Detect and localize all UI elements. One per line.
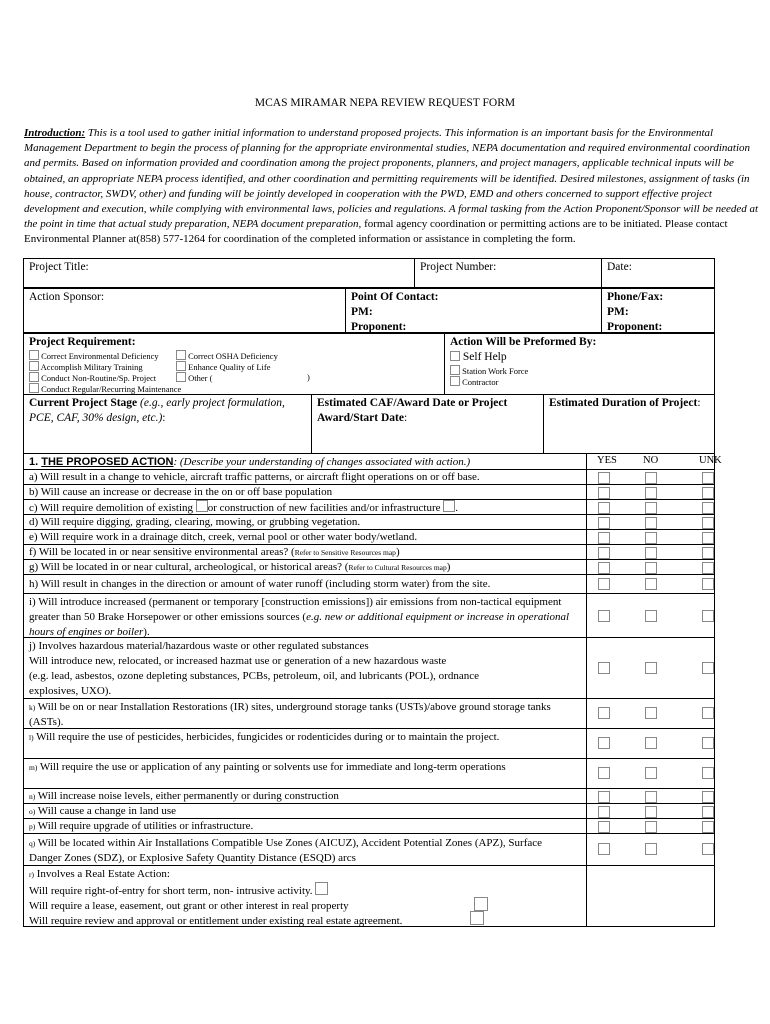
intro-label: Introduction: [24, 127, 86, 139]
no-checkbox[interactable] [645, 610, 657, 622]
unk-checkbox[interactable] [702, 472, 714, 484]
no-checkbox[interactable] [645, 562, 657, 574]
cultural-resources-ref: Refer to Cultural Resources map [348, 563, 447, 572]
action-sponsor-cell[interactable] [23, 288, 346, 333]
unk-checkbox[interactable] [702, 547, 714, 559]
question-o-text [29, 804, 571, 819]
unk-checkbox[interactable] [702, 532, 714, 544]
question-r-line2: Will require a lease, easement, out grant or other interest in real property [29, 900, 349, 912]
question-j-line2: Will introduce new, relocated, or increased hazmat use or generation of a new hazardous waste [29, 655, 447, 667]
section-desc: : (Describe your understanding of changes associated with action.) [173, 456, 471, 468]
question-q-letter: q) [29, 839, 36, 848]
no-checkbox[interactable] [645, 472, 657, 484]
question-k-text [29, 700, 571, 730]
unk-checkbox[interactable] [702, 578, 714, 590]
date-cell[interactable] [601, 258, 715, 288]
req-opt-other-close: ) [307, 372, 310, 382]
no-checkbox[interactable] [645, 843, 657, 855]
project-number-label: Project Number: [420, 261, 497, 273]
req-opt-military-training: Accomplish Military Training [40, 362, 143, 372]
answer-columns-empty [586, 866, 717, 926]
stage-label: Current Project Stage [29, 397, 138, 409]
question-i-part2: ). [143, 626, 150, 638]
question-o-body: Will cause a change in land use [35, 805, 177, 817]
question-l-text [29, 730, 571, 745]
question-m-body: Will require the use or application of any painting or solvents use for immediate and long-term operations [37, 761, 506, 773]
caf-date-cell[interactable] [311, 394, 544, 454]
right-of-entry-checkbox[interactable] [315, 882, 328, 895]
unk-checkbox[interactable] [702, 502, 714, 514]
section-number: 1. [29, 456, 39, 468]
question-p-letter: p) [29, 822, 36, 831]
checkbox-contractor[interactable] [450, 376, 460, 386]
question-p-body: Will require upgrade of utilities or infrastructure. [35, 820, 254, 832]
intro-plain-text: formal agency coordination or permitting actions are to be initiated. Please contact Environmental Planner at(858) 577-1264 for coordination of the completed information or assistance in completing the form. [24, 218, 728, 246]
section-header-row [23, 453, 722, 470]
unk-checkbox[interactable] [702, 843, 714, 855]
sensitive-resources-ref: Refer to Sensitive Resources map [294, 548, 396, 557]
col-no: NO [643, 455, 659, 466]
unk-checkbox[interactable] [702, 562, 714, 574]
question-j-text [29, 639, 571, 699]
question-m-letter: m) [29, 763, 38, 772]
checkbox-quality-of-life[interactable] [176, 361, 186, 371]
poc-cell[interactable] [345, 288, 602, 333]
no-checkbox[interactable] [645, 502, 657, 514]
demolition-checkbox[interactable] [196, 500, 208, 512]
project-stage-cell[interactable] [23, 394, 312, 454]
phone-cell[interactable] [601, 288, 715, 333]
question-g [23, 559, 715, 575]
perf-opt-contractor: Contractor [462, 377, 499, 387]
question-m-text [29, 760, 571, 775]
question-i-italic: e.g. new or additional equipment or increase in operational hours of engines or boiler [29, 611, 570, 638]
question-a-text: a) Will result in a change to vehicle, aircraft traffic patterns, or aircraft flight operations on or off base. [29, 471, 480, 483]
yes-checkbox[interactable] [598, 472, 610, 484]
question-n-body: Will increase noise levels, either permanently or during construction [35, 790, 339, 802]
yes-checkbox[interactable] [598, 562, 610, 574]
question-l [23, 728, 715, 759]
unk-checkbox[interactable] [702, 791, 714, 803]
col-yes: YES [597, 455, 617, 466]
question-n-text [29, 789, 571, 804]
no-checkbox[interactable] [645, 578, 657, 590]
req-opt-other: Other ( [188, 373, 213, 383]
checkbox-correct-osha[interactable] [176, 350, 186, 360]
no-checkbox[interactable] [645, 662, 657, 674]
duration-cell[interactable] [543, 394, 715, 454]
question-o [23, 803, 715, 819]
question-i-part1: i) Will introduce increased (permanent or temporary [construction emissions]) air emissions from non-tactical equipment greater than 50 Brake Horsepower or other emissions sources ( [29, 596, 562, 623]
no-checkbox[interactable] [645, 707, 657, 719]
phone-pm-label: PM: [607, 306, 629, 318]
question-q [23, 833, 715, 866]
no-checkbox[interactable] [645, 791, 657, 803]
yes-checkbox[interactable] [598, 737, 610, 749]
question-h [23, 574, 715, 594]
caf-colon: : [403, 412, 408, 424]
review-approval-checkbox[interactable] [470, 911, 484, 925]
phone-label: Phone/Fax: [607, 291, 664, 303]
yes-checkbox[interactable] [598, 610, 610, 622]
checkbox-regular-maintenance[interactable] [29, 383, 39, 393]
question-r-line1: Will require right-of-entry for short term, non- intrusive activity. [29, 885, 316, 897]
lease-checkbox[interactable] [474, 897, 488, 911]
question-r-body: Involves a Real Estate Action: [34, 868, 170, 880]
no-checkbox[interactable] [645, 821, 657, 833]
yes-checkbox[interactable] [598, 821, 610, 833]
question-q-text [29, 836, 571, 866]
phone-proponent-label: Proponent: [607, 321, 663, 333]
question-i-text [29, 595, 571, 640]
unk-checkbox[interactable] [702, 737, 714, 749]
yes-checkbox[interactable] [598, 487, 610, 499]
yes-checkbox[interactable] [598, 662, 610, 674]
answer-columns-header [586, 454, 722, 469]
question-e [23, 529, 715, 545]
poc-label: Point Of Contact: [351, 291, 439, 303]
yes-checkbox[interactable] [598, 517, 610, 529]
checkbox-self-help[interactable] [450, 351, 460, 361]
poc-proponent-label: Proponent: [351, 321, 407, 333]
question-b [23, 484, 715, 500]
yes-checkbox[interactable] [598, 843, 610, 855]
col-unk: UNK [699, 455, 722, 466]
question-o-letter: o) [29, 807, 36, 816]
no-checkbox[interactable] [645, 487, 657, 499]
no-checkbox[interactable] [645, 806, 657, 818]
no-checkbox[interactable] [645, 547, 657, 559]
question-p [23, 818, 715, 834]
question-q-body: Will be located within Air Installations Compatible Use Zones (AICUZ), Accident Potential Zones (APZ), Surface Danger Zones (SDZ), or Explosive Safety Quantity Distance (ESQD) arcs [29, 837, 543, 864]
unk-checkbox[interactable] [702, 767, 714, 779]
question-j-line3: (e.g. lead, asbestos, ozone depleting substances, PCBs, petroleum, oil, and lubricants (POL), ordnance explosives, UXO). [29, 670, 479, 697]
construction-checkbox[interactable] [443, 500, 455, 512]
checkbox-other[interactable] [176, 372, 186, 382]
performed-heading: Action Will be Preformed By: [450, 336, 597, 348]
unk-checkbox[interactable] [702, 662, 714, 674]
question-r-letter: r) [29, 870, 34, 879]
unk-checkbox[interactable] [702, 487, 714, 499]
yes-checkbox[interactable] [598, 767, 610, 779]
action-sponsor-label: Action Sponsor: [29, 291, 105, 303]
unk-checkbox[interactable] [702, 707, 714, 719]
question-m [23, 758, 715, 789]
question-l-body: Will require the use of pesticides, herbicides, fungicides or rodenticides during or to maintain the project. [33, 731, 500, 743]
question-g-part1: g) Will be located in or near cultural, archeological, or historical areas? ( [29, 561, 349, 573]
question-d-text: d) Will require digging, grading, clearing, mowing, or grubbing vegetation. [29, 516, 361, 528]
req-opt-correct-env: Correct Environmental Deficiency [41, 351, 159, 361]
stage-colon: : [162, 412, 166, 424]
question-r-line3: Will require review and approval or entitlement under existing real estate agreement. [29, 915, 403, 927]
question-p-text [29, 819, 571, 834]
poc-pm-label: PM: [351, 306, 373, 318]
yes-checkbox[interactable] [598, 707, 610, 719]
req-opt-correct-osha: Correct OSHA Deficiency [188, 351, 278, 361]
question-h-text: h) Will result in changes in the direction or amount of water runoff (including storm water) from the site. [29, 578, 491, 590]
question-n [23, 788, 715, 804]
question-j [23, 637, 715, 699]
perf-opt-station-work-force: Station Work Force [462, 366, 529, 376]
yes-checkbox[interactable] [598, 806, 610, 818]
checkbox-military-training[interactable] [29, 361, 39, 371]
question-f-part1: f) Will be located in or near sensitive environmental areas? ( [29, 546, 295, 558]
no-checkbox[interactable] [645, 737, 657, 749]
question-f-text [29, 545, 571, 560]
question-r-text [29, 867, 571, 929]
project-number-cell[interactable] [414, 258, 602, 288]
introduction [24, 126, 764, 248]
question-k [23, 698, 715, 729]
question-g-part2: ) [446, 561, 451, 573]
question-c-part1: c) Will require demolition of existing [29, 502, 196, 514]
question-g-text [29, 560, 571, 575]
yes-checkbox[interactable] [598, 547, 610, 559]
question-d [23, 514, 715, 530]
question-f-part2: ) [395, 546, 400, 558]
unk-checkbox[interactable] [702, 806, 714, 818]
unk-checkbox[interactable] [702, 821, 714, 833]
unk-checkbox[interactable] [702, 517, 714, 529]
checkbox-non-routine[interactable] [29, 372, 39, 382]
intro-italic-text: This is a tool used to gather initial information to understand proposed projects. This information is an important basis for the Environmental Management Department to begin the process of planning for the appropriate environmental studies, NEPA documentation and required environmental coordination and permits. Based on information provided and coordination among the project proponents, planners, and project managers, applicable technical inputs will be obtained, an appropriate NEPA process identified, and other coordination and permitting requirements will be identified. Desired milestones, assignment of tasks (in house, contractor, SWDV, other) and funding will be jointly developed in cooperation with the PWD, EMD and others concerned to support effective project development and execution, while complying with environmental laws, policies and regulations. A formal tasking from the Action Proponent/Sponsor will be needed at the point in time that actual study preparation, NEPA document preparation, [24, 127, 759, 231]
question-i [23, 593, 715, 638]
project-title-cell[interactable] [23, 258, 415, 288]
project-title-label: Project Title: [29, 261, 89, 273]
question-c-part3: . [455, 502, 459, 514]
form-title: MCAS MIRAMAR NEPA REVIEW REQUEST FORM [254, 97, 516, 109]
stage-italic: (e.g., early project formulation, PCE, CAF, 30% design, etc.) [29, 397, 285, 424]
project-requirement-cell [23, 333, 445, 395]
caf-label: Estimated CAF/Award Date or Project Award/Start Date [317, 397, 508, 424]
performed-by-cell [444, 333, 715, 395]
yes-checkbox[interactable] [598, 532, 610, 544]
question-k-letter: k) [29, 703, 36, 712]
requirement-heading: Project Requirement: [29, 336, 136, 348]
req-opt-quality-of-life: Enhance Quality of Life [188, 362, 271, 372]
question-j-line1: j) Involves hazardous material/hazardous waste or other regulated substances [29, 640, 369, 652]
section-heading: THE PROPOSED ACTION [41, 456, 174, 468]
question-a [23, 469, 715, 485]
checkbox-correct-env[interactable] [29, 350, 39, 360]
question-e-text: e) Will require work in a drainage ditch, creek, vernal pool or other water body/wetland. [29, 531, 418, 543]
no-checkbox[interactable] [645, 767, 657, 779]
question-k-body: Will be on or near Installation Restorations (IR) sites, underground storage tanks (USTs)/above ground storage tanks (ASTs). [29, 701, 551, 728]
req-opt-regular-maintenance: Conduct Regular/Recurring Maintenance [41, 384, 182, 394]
unk-checkbox[interactable] [702, 610, 714, 622]
duration-colon: : [697, 397, 701, 409]
checkbox-station-work-force[interactable] [450, 365, 460, 375]
question-l-letter: l) [29, 733, 34, 742]
question-r [23, 865, 715, 927]
question-c-part2: or construction of new facilities and/or infrastructure [207, 502, 444, 514]
yes-checkbox[interactable] [598, 791, 610, 803]
yes-checkbox[interactable] [598, 578, 610, 590]
question-n-letter: n) [29, 792, 36, 801]
no-checkbox[interactable] [645, 517, 657, 529]
req-opt-non-routine: Conduct Non-Routine/Sp. Project [41, 373, 157, 383]
yes-checkbox[interactable] [598, 502, 610, 514]
no-checkbox[interactable] [645, 532, 657, 544]
perf-opt-self-help: Self Help [462, 351, 507, 363]
date-label: Date: [607, 261, 632, 273]
question-f [23, 544, 715, 560]
duration-label: Estimated Duration of Project [549, 397, 698, 409]
question-c [23, 499, 715, 515]
question-b-text: b) Will cause an increase or decrease in the on or off base population [29, 486, 333, 498]
